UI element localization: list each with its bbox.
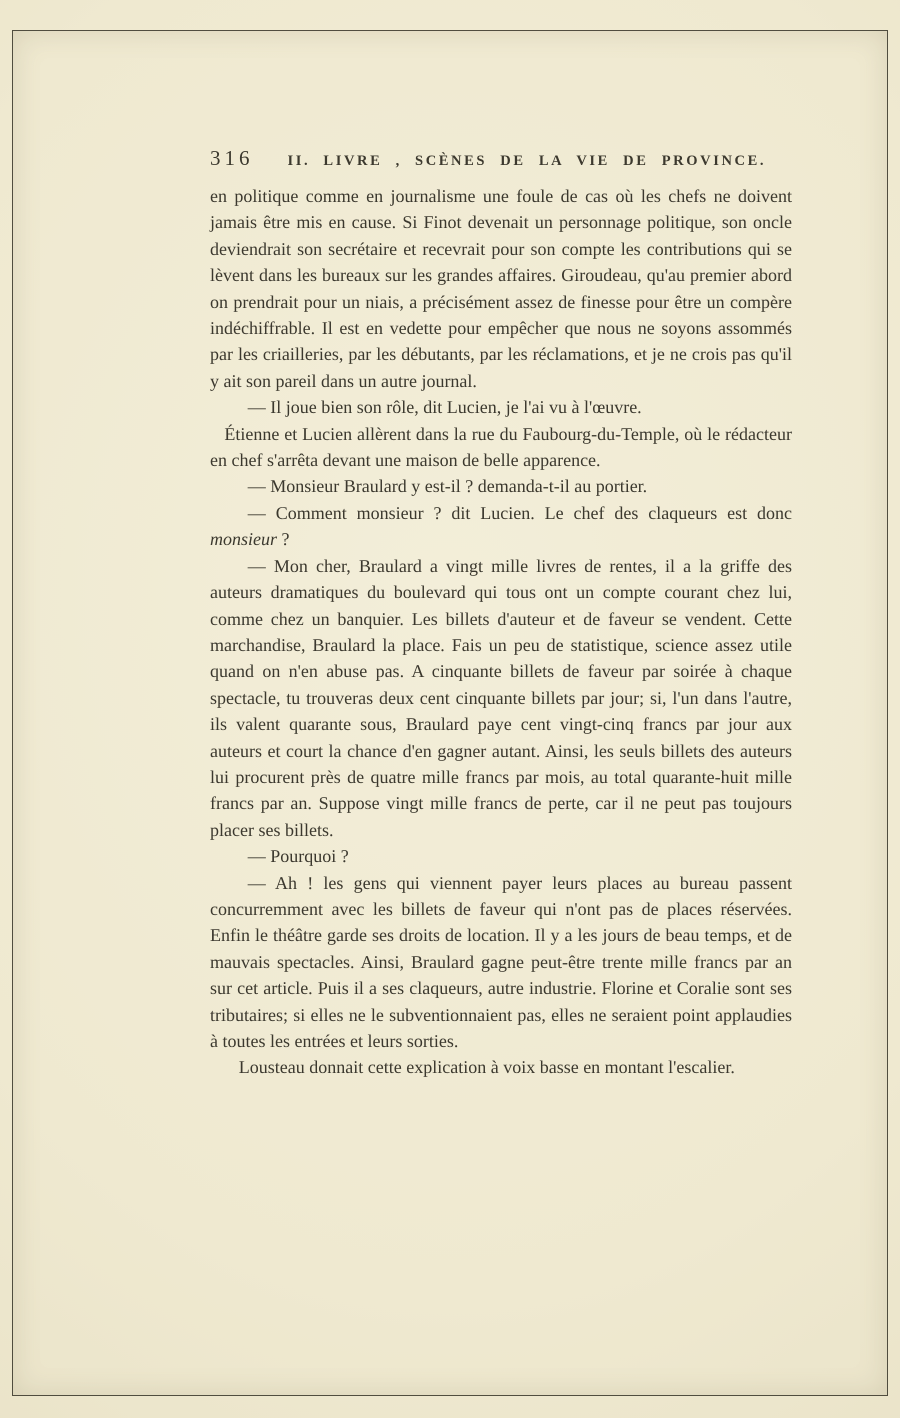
body-text: — Mon cher, Braulard a vingt mille livres de rentes, il a la griffe des auteurs dramatiques du boulevard qui tous ont un compte courant chez lui, comme chez un banquier. Les billets d'auteur et de faveur se vendent. Cette marchandise, Braulard la place. Fais un peu de statistique, science assez utile quand on n'en abuse pas. A cinquante billets de faveur par soirée à chaque spectacle, tu trouveras deux cent cinquante billets par jour; si, l'un dans l'autre, ils valent quarante sous, Braulard paye cent vingt-cinq francs par jour aux auteurs et court la chance d'en gagner autant. Ainsi, les seuls billets des auteurs lui procurent près de quatre mille francs par mois, au total quarante-huit mille francs par an. Suppose vingt mille francs de perte, car il ne peut pas toujours placer ses billets. — [210, 555, 792, 840]
paragraph — [210, 394, 792, 420]
body-text: — Monsieur Braulard y est-il ? demanda-t-il au portier. — [247, 476, 648, 497]
paragraph — [210, 473, 792, 499]
paragraph — [210, 843, 792, 869]
body-text: — Il joue bien son rôle, dit Lucien, je l'ai vu à l'œuvre. — [247, 397, 642, 418]
italic-text: monsieur — [210, 529, 277, 550]
page-header — [210, 146, 792, 171]
paragraph — [210, 500, 792, 553]
body-text: ? — [277, 529, 290, 550]
paragraph — [210, 1054, 792, 1080]
paragraph — [210, 870, 792, 1055]
body-text: Lousteau donnait cette explication à voix basse en montant l'escalier. — [238, 1057, 735, 1078]
page-number: 316 — [210, 146, 254, 170]
body-text: en politique comme en journalisme une foule de cas où les chefs ne doivent jamais être mis en cause. Si Finot devenait un personnage politique, son oncle deviendrait son secrétaire et recevrait pour son compte les contributions qui se lèvent dans les bureaux sur les grandes affaires. Giroudeau, qu'au premier abord on prendrait pour un niais, a précisément assez de finesse pour être un compère indéchiffrable. Il est en vedette pour empêcher que nous ne soyons assommés par les criailleries, par les débutants, par les réclamations, et je ne crois pas qu'il y ait son pareil dans un autre journal. — [210, 186, 792, 391]
body-text: — Pourquoi ? — [247, 846, 349, 867]
paragraph — [210, 553, 792, 843]
body-text: — Ah ! les gens qui viennent payer leurs places au bureau passent concurremment avec les billets de faveur qui n'ont pas de places réservées. Enfin le théâtre garde ses droits de location. Il y a les jours de beau temps, et de mauvais spectacles. Ainsi, Braulard gagne peut-être trente mille francs par an sur cet article. Puis il a ses claqueurs, autre industrie. Florine et Coralie sont ses tributaires; si elles ne le subventionnaient pas, elles ne seraient point applaudies à toutes les entrées et leurs sorties. — [210, 872, 792, 1051]
paragraph — [210, 183, 792, 394]
body-text: — Comment monsieur ? dit Lucien. Le chef des claqueurs est donc — [247, 502, 792, 523]
text-block — [210, 183, 792, 1081]
running-title: II. LIVRE , SCÈNES DE LA VIE DE PROVINCE. — [287, 153, 767, 169]
paragraph — [210, 421, 792, 474]
body-text: Étienne et Lucien allèrent dans la rue du Faubourg-du-Temple, où le rédacteur en chef s'arrêta devant une maison de belle apparence. — [210, 423, 792, 471]
